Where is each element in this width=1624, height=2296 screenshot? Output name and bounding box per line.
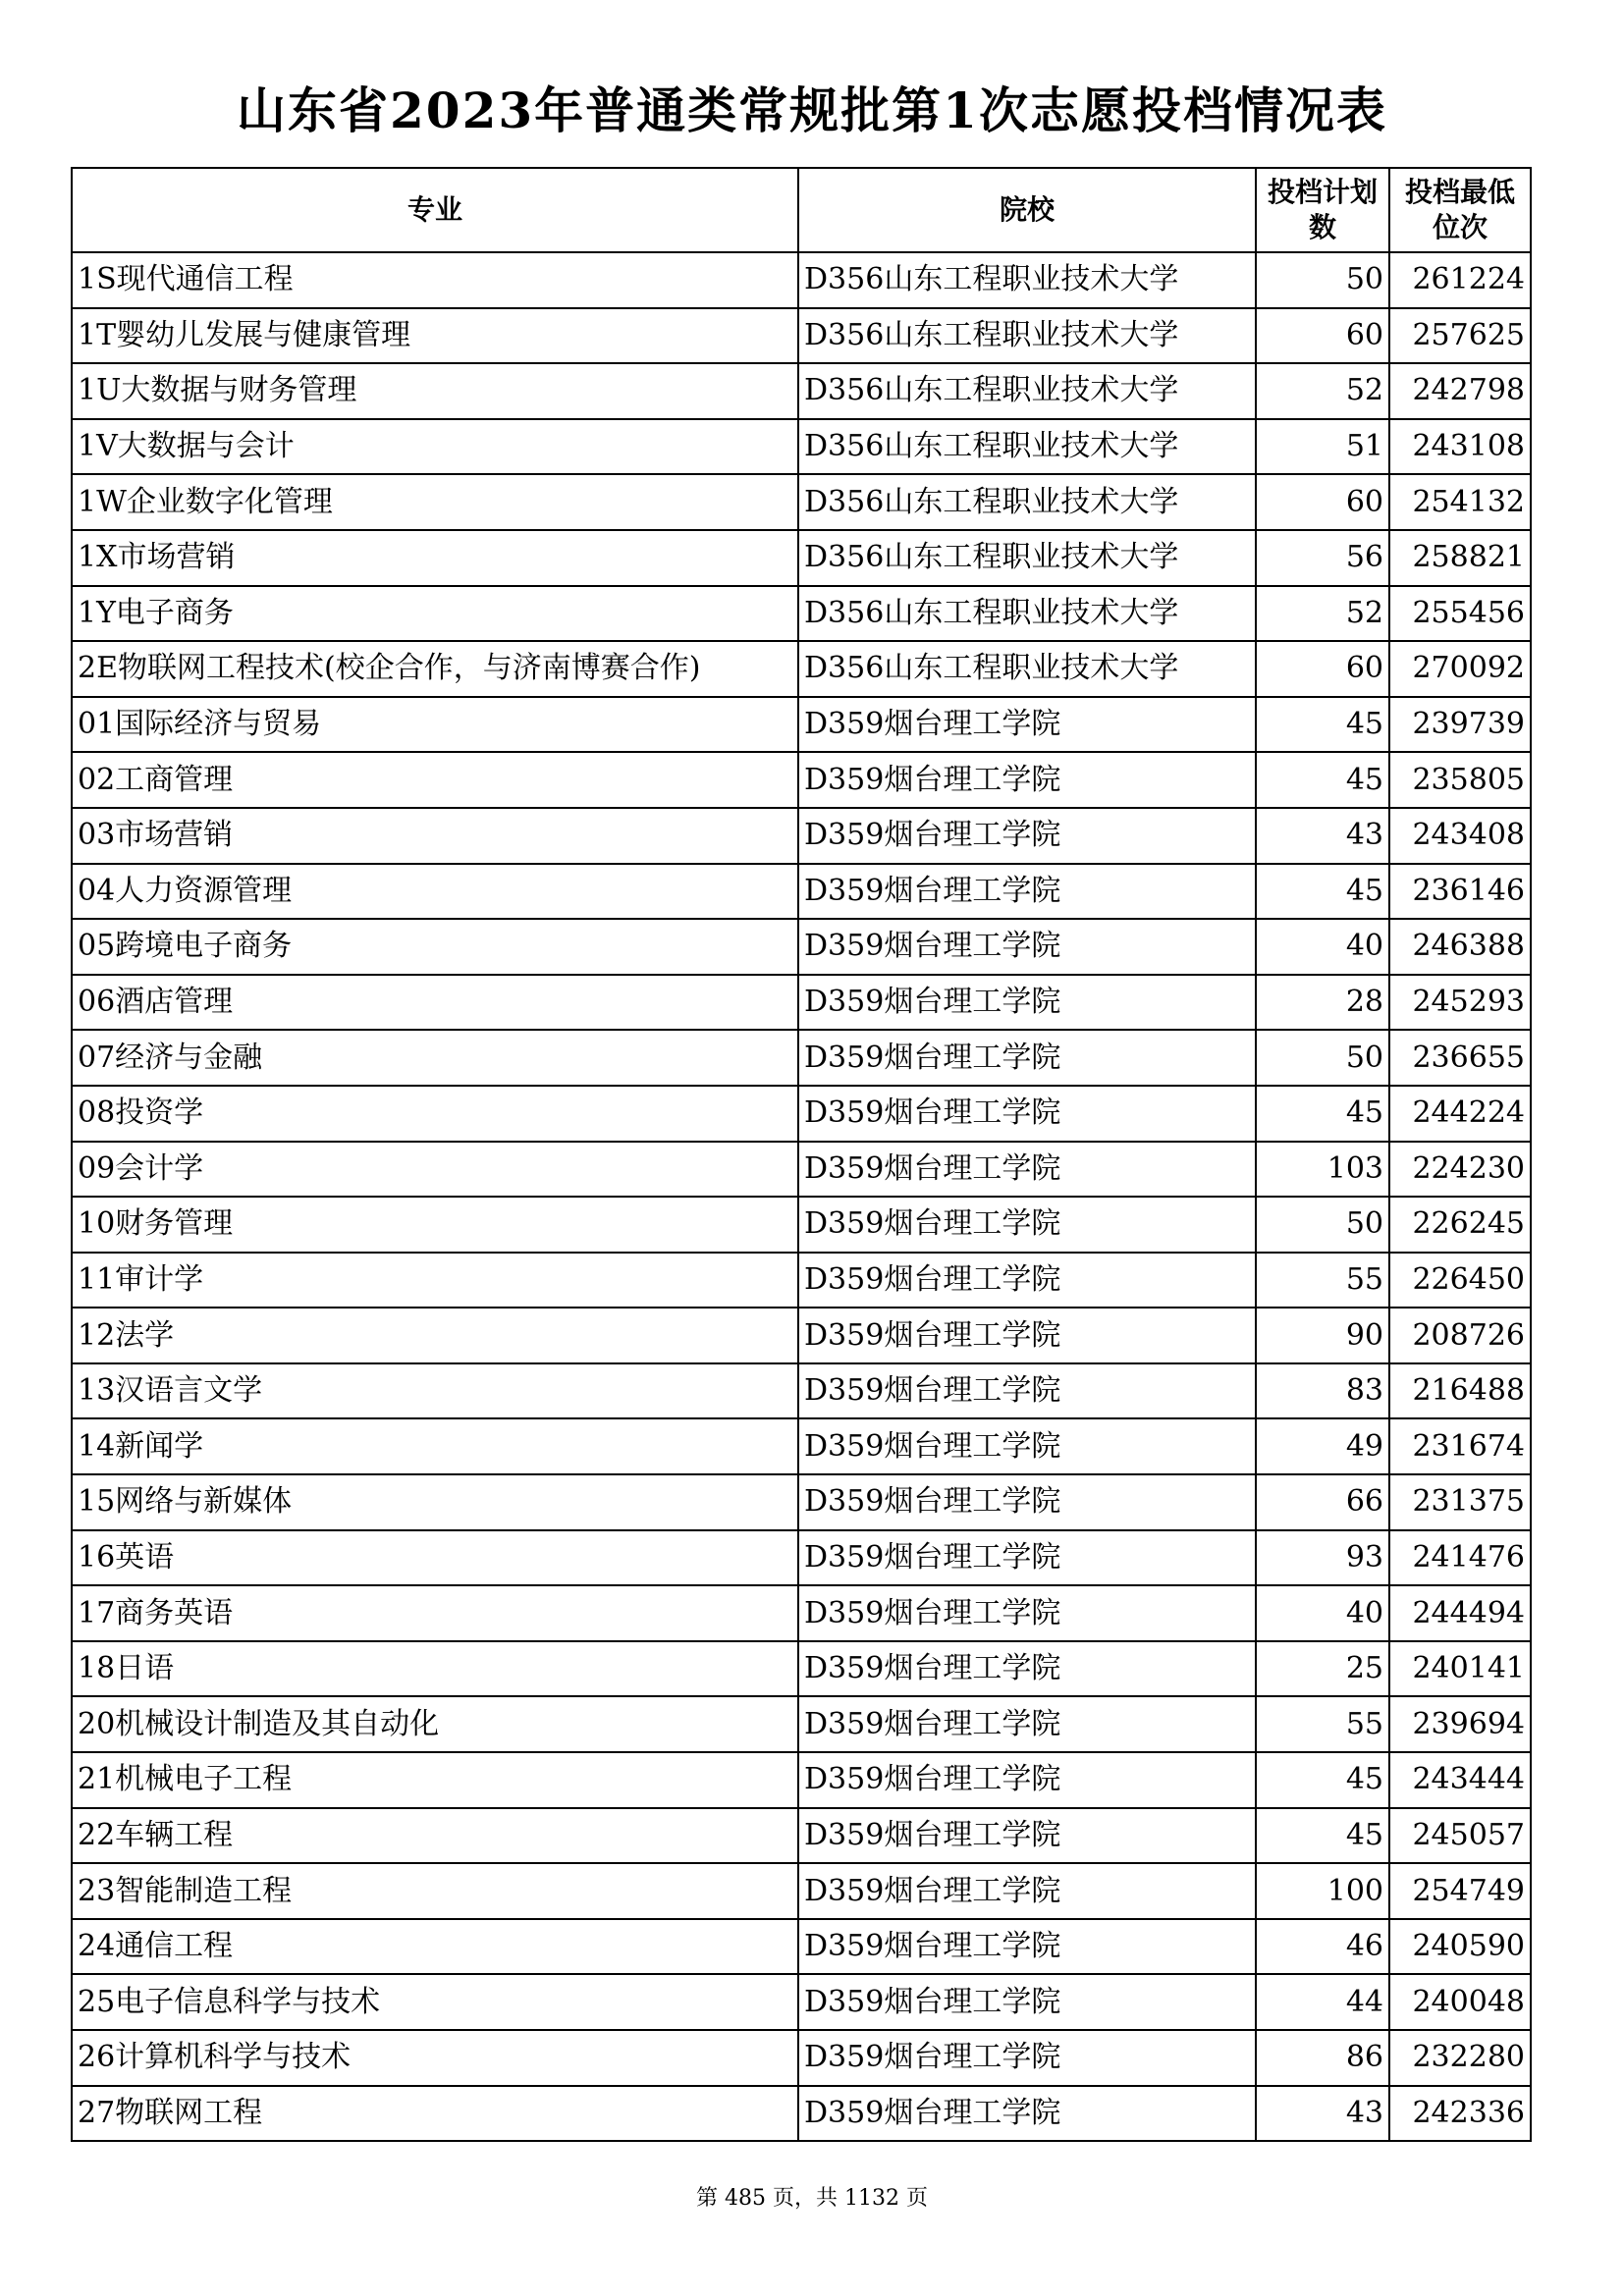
cell-plan: 52	[1256, 363, 1389, 419]
table-row	[72, 2086, 1531, 2142]
cell-school: D359烟台理工学院	[798, 1585, 1256, 1641]
cell-plan: 49	[1256, 1418, 1389, 1474]
cell-plan: 45	[1256, 697, 1389, 753]
cell-school: D359烟台理工学院	[798, 1919, 1256, 1975]
cell-rank: 243108	[1389, 419, 1531, 475]
cell-plan: 56	[1256, 530, 1389, 586]
table-row	[72, 1696, 1531, 1752]
cell-rank: 239739	[1389, 697, 1531, 753]
cell-rank: 235805	[1389, 752, 1531, 808]
cell-plan: 40	[1256, 919, 1389, 975]
header-major: 专业	[72, 168, 798, 252]
cell-school: D359烟台理工学院	[798, 1641, 1256, 1697]
header-rank: 投档最低位次	[1389, 168, 1531, 252]
cell-major: 26计算机科学与技术	[72, 2030, 798, 2086]
table-row	[72, 1086, 1531, 1142]
cell-school: D356山东工程职业技术大学	[798, 252, 1256, 308]
cell-plan: 28	[1256, 975, 1389, 1031]
cell-major: 16英语	[72, 1530, 798, 1586]
cell-rank: 241476	[1389, 1530, 1531, 1586]
cell-school: D359烟台理工学院	[798, 1253, 1256, 1308]
cell-school: D359烟台理工学院	[798, 1086, 1256, 1142]
cell-rank: 270092	[1389, 641, 1531, 697]
cell-rank: 244494	[1389, 1585, 1531, 1641]
cell-school: D359烟台理工学院	[798, 2030, 1256, 2086]
table-row	[72, 752, 1531, 808]
cell-rank: 240141	[1389, 1641, 1531, 1697]
table-row	[72, 1585, 1531, 1641]
cell-rank: 261224	[1389, 252, 1531, 308]
cell-rank: 239694	[1389, 1696, 1531, 1752]
cell-plan: 60	[1256, 641, 1389, 697]
table-row	[72, 1974, 1531, 2030]
cell-plan: 50	[1256, 252, 1389, 308]
table-row	[72, 1197, 1531, 1253]
cell-plan: 50	[1256, 1197, 1389, 1253]
cell-major: 09会计学	[72, 1142, 798, 1198]
cell-plan: 45	[1256, 1808, 1389, 1864]
cell-school: D359烟台理工学院	[798, 2086, 1256, 2142]
cell-school: D359烟台理工学院	[798, 1418, 1256, 1474]
cell-rank: 243408	[1389, 808, 1531, 864]
cell-plan: 50	[1256, 1030, 1389, 1086]
cell-major: 20机械设计制造及其自动化	[72, 1696, 798, 1752]
cell-school: D359烟台理工学院	[798, 919, 1256, 975]
cell-major: 05跨境电子商务	[72, 919, 798, 975]
cell-school: D359烟台理工学院	[798, 697, 1256, 753]
cell-rank: 226450	[1389, 1253, 1531, 1308]
table-row	[72, 975, 1531, 1031]
table-row	[72, 1641, 1531, 1697]
table-row	[72, 1752, 1531, 1808]
cell-rank: 216488	[1389, 1363, 1531, 1419]
cell-plan: 43	[1256, 808, 1389, 864]
cell-major: 08投资学	[72, 1086, 798, 1142]
cell-rank: 226245	[1389, 1197, 1531, 1253]
cell-major: 1Y电子商务	[72, 586, 798, 642]
cell-major: 25电子信息科学与技术	[72, 1974, 798, 2030]
cell-plan: 40	[1256, 1585, 1389, 1641]
table-row	[72, 1308, 1531, 1363]
header-row	[72, 168, 1531, 252]
table-row	[72, 1363, 1531, 1419]
cell-major: 11审计学	[72, 1253, 798, 1308]
table-row	[72, 2030, 1531, 2086]
table-row	[72, 1863, 1531, 1919]
cell-school: D356山东工程职业技术大学	[798, 641, 1256, 697]
cell-school: D359烟台理工学院	[798, 808, 1256, 864]
cell-rank: 232280	[1389, 2030, 1531, 2086]
cell-school: D356山东工程职业技术大学	[798, 586, 1256, 642]
cell-rank: 255456	[1389, 586, 1531, 642]
cell-rank: 243444	[1389, 1752, 1531, 1808]
cell-major: 1W企业数字化管理	[72, 474, 798, 530]
cell-plan: 45	[1256, 752, 1389, 808]
cell-major: 07经济与金融	[72, 1030, 798, 1086]
cell-major: 03市场营销	[72, 808, 798, 864]
cell-rank: 242798	[1389, 363, 1531, 419]
table-row	[72, 641, 1531, 697]
cell-plan: 86	[1256, 2030, 1389, 2086]
cell-school: D356山东工程职业技术大学	[798, 308, 1256, 364]
cell-rank: 236146	[1389, 864, 1531, 920]
cell-school: D359烟台理工学院	[798, 1142, 1256, 1198]
cell-school: D359烟台理工学院	[798, 975, 1256, 1031]
cell-major: 23智能制造工程	[72, 1863, 798, 1919]
cell-major: 15网络与新媒体	[72, 1474, 798, 1530]
table-row	[72, 252, 1531, 308]
table-row	[72, 419, 1531, 475]
cell-plan: 25	[1256, 1641, 1389, 1697]
cell-school: D359烟台理工学院	[798, 1197, 1256, 1253]
cell-plan: 51	[1256, 419, 1389, 475]
cell-rank: 254132	[1389, 474, 1531, 530]
table-row	[72, 919, 1531, 975]
cell-plan: 46	[1256, 1919, 1389, 1975]
cell-school: D359烟台理工学院	[798, 1752, 1256, 1808]
table-row	[72, 1142, 1531, 1198]
cell-school: D359烟台理工学院	[798, 1974, 1256, 2030]
cell-rank: 254749	[1389, 1863, 1531, 1919]
cell-rank: 231674	[1389, 1418, 1531, 1474]
table-row	[72, 1418, 1531, 1474]
cell-plan: 52	[1256, 586, 1389, 642]
page-title: 山东省2023年普通类常规批第1次志愿投档情况表	[237, 81, 1387, 139]
cell-rank: 257625	[1389, 308, 1531, 364]
table-row	[72, 1919, 1531, 1975]
table-row	[72, 1530, 1531, 1586]
header-school: 院校	[798, 168, 1256, 252]
table-row	[72, 586, 1531, 642]
cell-rank: 231375	[1389, 1474, 1531, 1530]
cell-major: 27物联网工程	[72, 2086, 798, 2142]
cell-rank: 258821	[1389, 530, 1531, 586]
table-row	[72, 474, 1531, 530]
cell-rank: 208726	[1389, 1308, 1531, 1363]
cell-major: 01国际经济与贸易	[72, 697, 798, 753]
cell-major: 04人力资源管理	[72, 864, 798, 920]
cell-major: 14新闻学	[72, 1418, 798, 1474]
cell-plan: 60	[1256, 308, 1389, 364]
cell-rank: 240590	[1389, 1919, 1531, 1975]
cell-major: 1U大数据与财务管理	[72, 363, 798, 419]
table-row	[72, 1808, 1531, 1864]
cell-school: D359烟台理工学院	[798, 1530, 1256, 1586]
cell-school: D356山东工程职业技术大学	[798, 363, 1256, 419]
cell-major: 1X市场营销	[72, 530, 798, 586]
cell-plan: 45	[1256, 1752, 1389, 1808]
admission-table	[71, 167, 1532, 2142]
cell-major: 2E物联网工程技术(校企合作，与济南博赛合作)	[72, 641, 798, 697]
cell-major: 06酒店管理	[72, 975, 798, 1031]
cell-major: 21机械电子工程	[72, 1752, 798, 1808]
cell-plan: 83	[1256, 1363, 1389, 1419]
cell-rank: 245293	[1389, 975, 1531, 1031]
cell-school: D359烟台理工学院	[798, 1863, 1256, 1919]
cell-major: 1T婴幼儿发展与健康管理	[72, 308, 798, 364]
cell-school: D359烟台理工学院	[798, 1030, 1256, 1086]
cell-rank: 224230	[1389, 1142, 1531, 1198]
header-plan: 投档计划数	[1256, 168, 1389, 252]
cell-rank: 242336	[1389, 2086, 1531, 2142]
cell-rank: 244224	[1389, 1086, 1531, 1142]
table-row	[72, 808, 1531, 864]
cell-school: D359烟台理工学院	[798, 1808, 1256, 1864]
cell-plan: 45	[1256, 1086, 1389, 1142]
cell-school: D356山东工程职业技术大学	[798, 419, 1256, 475]
table-row	[72, 308, 1531, 364]
table-row	[72, 697, 1531, 753]
cell-school: D356山东工程职业技术大学	[798, 530, 1256, 586]
cell-major: 12法学	[72, 1308, 798, 1363]
page-footer: 第 485 页，共 1132 页	[696, 2186, 928, 2211]
table-body	[72, 252, 1531, 2141]
cell-plan: 93	[1256, 1530, 1389, 1586]
cell-major: 22车辆工程	[72, 1808, 798, 1864]
cell-school: D359烟台理工学院	[798, 1474, 1256, 1530]
cell-rank: 240048	[1389, 1974, 1531, 2030]
cell-plan: 55	[1256, 1696, 1389, 1752]
table-row	[72, 363, 1531, 419]
cell-plan: 45	[1256, 864, 1389, 920]
table-row	[72, 530, 1531, 586]
table-row	[72, 864, 1531, 920]
cell-major: 1S现代通信工程	[72, 252, 798, 308]
table-row	[72, 1253, 1531, 1308]
cell-school: D359烟台理工学院	[798, 864, 1256, 920]
cell-major: 1V大数据与会计	[72, 419, 798, 475]
cell-plan: 60	[1256, 474, 1389, 530]
cell-school: D356山东工程职业技术大学	[798, 474, 1256, 530]
cell-major: 17商务英语	[72, 1585, 798, 1641]
cell-plan: 90	[1256, 1308, 1389, 1363]
cell-major: 18日语	[72, 1641, 798, 1697]
cell-major: 13汉语言文学	[72, 1363, 798, 1419]
cell-plan: 43	[1256, 2086, 1389, 2142]
cell-rank: 236655	[1389, 1030, 1531, 1086]
cell-plan: 103	[1256, 1142, 1389, 1198]
cell-plan: 44	[1256, 1974, 1389, 2030]
cell-plan: 55	[1256, 1253, 1389, 1308]
cell-major: 10财务管理	[72, 1197, 798, 1253]
cell-plan: 66	[1256, 1474, 1389, 1530]
table-row	[72, 1030, 1531, 1086]
cell-school: D359烟台理工学院	[798, 1696, 1256, 1752]
table-row	[72, 1474, 1531, 1530]
cell-plan: 100	[1256, 1863, 1389, 1919]
cell-school: D359烟台理工学院	[798, 752, 1256, 808]
cell-rank: 246388	[1389, 919, 1531, 975]
cell-school: D359烟台理工学院	[798, 1308, 1256, 1363]
cell-major: 02工商管理	[72, 752, 798, 808]
cell-school: D359烟台理工学院	[798, 1363, 1256, 1419]
cell-rank: 245057	[1389, 1808, 1531, 1864]
cell-major: 24通信工程	[72, 1919, 798, 1975]
